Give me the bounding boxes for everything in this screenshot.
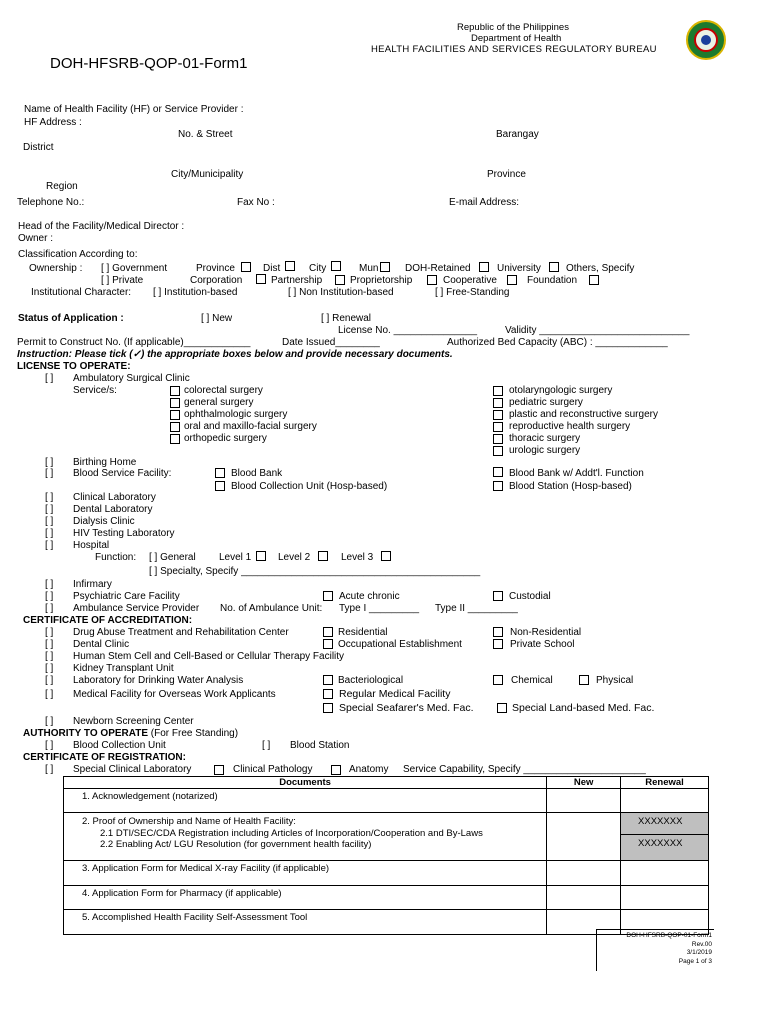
institution-based-option[interactable]: [ ] Institution-based <box>153 287 238 298</box>
type2-field[interactable]: Type II _________ <box>435 603 518 614</box>
foundation-checkbox[interactable] <box>589 275 599 285</box>
university-label: University <box>497 263 541 274</box>
psychiatric-label: Psychiatric Care Facility <box>73 591 180 602</box>
table-row <box>64 789 709 813</box>
custodial-checkbox[interactable] <box>493 591 503 601</box>
private-option[interactable]: [ ] Private <box>101 275 144 286</box>
blood-station-hosp-label: Blood Station (Hosp-based) <box>509 481 632 492</box>
header-new: New <box>547 777 621 789</box>
doc-cell <box>64 910 547 935</box>
footer-stamp <box>596 929 714 971</box>
footer-date: 3/1/2019 <box>686 949 712 956</box>
email-label: E-mail Address: <box>449 197 520 208</box>
drug-bracket[interactable]: [ ] <box>45 627 54 638</box>
doc-cell <box>64 861 547 886</box>
date-issued-field[interactable]: Date Issued________ <box>282 337 380 348</box>
ambulatory-bracket[interactable]: [ ] <box>45 373 54 384</box>
ambulance-label: Ambulance Service Provider <box>73 603 200 614</box>
header-department: Department of Health <box>471 33 562 44</box>
header-bureau: HEALTH FACILITIES AND SERVICES REGULATORY BUREAU <box>371 44 657 55</box>
street-label: No. & Street <box>178 129 233 140</box>
free-standing-option[interactable]: [ ] Free-Standing <box>435 287 510 298</box>
barangay-label: Barangay <box>496 129 539 140</box>
doc-enabling-act: 2.2 Enabling Act/ LGU Resolution (for government health facility) <box>100 839 372 850</box>
doc-xray-form: 3. Application Form for Medical X-ray Facility (if applicable) <box>82 863 330 874</box>
surgery-checkbox[interactable] <box>170 386 180 396</box>
ambulance-count-label: No. of Ambulance Unit: <box>220 603 323 614</box>
ofw-label: Medical Facility for Overseas Work Applicants <box>73 689 276 700</box>
psychiatric-bracket[interactable]: [ ] <box>45 591 54 602</box>
birthing-bracket[interactable]: [ ] <box>45 457 54 468</box>
infirmary-label: Infirmary <box>73 579 112 590</box>
doc-proof-ownership: 2. Proof of Ownership and Name of Health Facility: <box>82 816 296 827</box>
hf-name-label: Name of Health Facility (HF) or Service Provider : <box>24 104 244 115</box>
surgery-checkbox[interactable] <box>493 446 503 456</box>
footer-rev: Rev.00 <box>691 940 712 948</box>
table-row <box>64 861 709 886</box>
ownership-label: Ownership : <box>29 263 83 274</box>
surgery-label: plastic and reconstructive surgery <box>509 409 658 420</box>
classification-title: Classification According to: <box>18 249 138 260</box>
telephone-label: Telephone No.: <box>17 197 85 208</box>
surgery-checkbox[interactable] <box>493 434 503 444</box>
fax-label: Fax No : <box>237 197 275 208</box>
chemical-label: Chemical <box>511 675 553 686</box>
non-residential-checkbox[interactable] <box>493 627 503 637</box>
dialysis-label: Dialysis Clinic <box>73 516 135 527</box>
landbased-label: Special Land-based Med. Fac. <box>512 702 655 714</box>
regular-med-checkbox[interactable] <box>323 689 333 699</box>
ato-heading <box>23 729 238 739</box>
institutional-label: Institutional Character: <box>31 287 132 298</box>
coa-title: CERTIFICATE OF ACCREDITATION: <box>23 615 193 626</box>
level3-label: Level 3 <box>341 552 374 563</box>
residential-checkbox[interactable] <box>323 627 333 637</box>
partnership-checkbox[interactable] <box>335 275 345 285</box>
level2-checkbox[interactable] <box>318 551 328 561</box>
renewal-cell[interactable] <box>621 789 709 813</box>
newborn-bracket[interactable]: [ ] <box>45 716 54 727</box>
form-code-title: DOH-HFSRB-QOP-01-Form1 <box>50 55 248 72</box>
surgery-label: orthopedic surgery <box>184 433 267 444</box>
bacteriological-checkbox[interactable] <box>323 675 333 685</box>
hiv-bracket[interactable]: [ ] <box>45 528 54 539</box>
dental-clinic-bracket[interactable]: [ ] <box>45 639 54 650</box>
ambulatory-label: Ambulatory Surgical Clinic <box>73 373 190 384</box>
ato-suffix: (For Free Standing) <box>150 728 239 739</box>
level2-label: Level 2 <box>278 552 311 563</box>
drug-label: Drug Abuse Treatment and Rehabilitation Center <box>73 627 289 638</box>
surgery-checkbox[interactable] <box>493 398 503 408</box>
province-option-label: Province <box>196 263 235 274</box>
instruction-text: Instruction: Please tick (✓) the appropriate boxes below and provide necessary documents. <box>17 349 453 360</box>
surgery-checkbox[interactable] <box>493 386 503 396</box>
general-option[interactable]: [ ] General <box>149 552 196 563</box>
status-renewal-option[interactable]: [ ] Renewal <box>321 313 372 324</box>
abc-field[interactable]: Authorized Bed Capacity (ABC) : _____________ <box>447 337 668 348</box>
surgery-checkbox[interactable] <box>493 422 503 432</box>
capability-field[interactable]: Service Capability, Specify ______________________ <box>403 764 646 775</box>
foundation-label: Foundation <box>527 275 578 286</box>
ambulance-bracket[interactable]: [ ] <box>45 603 54 614</box>
kidney-label: Kidney Transplant Unit <box>73 663 174 674</box>
seafarer-checkbox[interactable] <box>323 703 333 713</box>
partnership-label: Partnership <box>271 275 323 286</box>
table-row <box>64 813 709 861</box>
status-label: Status of Application : <box>18 313 124 324</box>
bcu-hosp-label: Blood Collection Unit (Hosp-based) <box>231 481 388 492</box>
district-label: District <box>23 142 54 153</box>
dialysis-bracket[interactable]: [ ] <box>45 516 54 527</box>
surgery-label: general surgery <box>184 397 254 408</box>
ato-blood-station-label: Blood Station <box>290 740 350 751</box>
cor-title: CERTIFICATE OF REGISTRATION: <box>23 752 186 763</box>
specialty-field[interactable]: [ ] Specialty, Specify ___________________________________________ <box>149 566 481 577</box>
province-checkbox[interactable] <box>241 262 251 272</box>
blood-bank-label: Blood Bank <box>231 468 283 479</box>
acute-chronic-label: Acute chronic <box>339 591 400 602</box>
table-row <box>64 886 709 910</box>
level3-checkbox[interactable] <box>381 551 391 561</box>
type1-field[interactable]: Type I _________ <box>339 603 420 614</box>
header-republic: Republic of the Philippines <box>457 22 569 33</box>
regular-med-label: Regular Medical Facility <box>339 688 451 700</box>
city-label: City/Municipality <box>171 169 244 180</box>
validity-field[interactable]: Validity ___________________________ <box>505 325 690 336</box>
ato-bcu-label: Blood Collection Unit <box>73 740 166 751</box>
stem-label: Human Stem Cell and Cell-Based or Cellular Therapy Facility <box>73 651 345 662</box>
city-checkbox[interactable] <box>331 261 341 271</box>
cor-lab-bracket[interactable]: [ ] <box>45 764 54 775</box>
services-label: Service/s: <box>73 385 117 396</box>
kidney-bracket[interactable]: [ ] <box>45 663 54 674</box>
bacteriological-label: Bacteriological <box>338 675 404 686</box>
private-school-checkbox[interactable] <box>493 639 503 649</box>
blood-station-hosp-checkbox[interactable] <box>493 481 503 491</box>
surgery-label: thoracic surgery <box>509 433 581 444</box>
bcu-hosp-checkbox[interactable] <box>215 481 225 491</box>
ato-bcu-bracket[interactable]: [ ] <box>45 740 54 751</box>
level1-checkbox[interactable] <box>256 551 266 561</box>
blood-service-bracket[interactable]: [ ] <box>45 468 54 479</box>
dental-lab-label: Dental Laboratory <box>73 504 153 515</box>
infirmary-bracket[interactable]: [ ] <box>45 579 54 590</box>
head-label: Head of the Facility/Medical Director : <box>18 221 185 232</box>
ato-blood-station-bracket[interactable]: [ ] <box>262 740 271 751</box>
occupational-label: Occupational Establishment <box>338 639 462 650</box>
non-residential-label: Non-Residential <box>510 627 582 638</box>
acute-chronic-checkbox[interactable] <box>323 591 333 601</box>
license-no-field[interactable]: License No. _______________ <box>338 325 478 336</box>
occupational-checkbox[interactable] <box>323 639 333 649</box>
surgery-checkbox[interactable] <box>170 410 180 420</box>
footer-code: DOH-HFSRB-QOP-01-Form1 <box>626 932 712 939</box>
seafarer-label: Special Seafarer's Med. Fac. <box>339 702 474 714</box>
residential-label: Residential <box>338 627 388 638</box>
stem-bracket[interactable]: [ ] <box>45 651 54 662</box>
clinical-lab-bracket[interactable]: [ ] <box>45 492 54 503</box>
dental-lab-bracket[interactable]: [ ] <box>45 504 54 515</box>
new-cell[interactable] <box>547 886 621 910</box>
blood-bank-checkbox[interactable] <box>215 468 225 478</box>
others-specify-label: Others, Specify <box>566 263 635 274</box>
dist-checkbox[interactable] <box>285 261 295 271</box>
physical-checkbox[interactable] <box>579 675 589 685</box>
region-label: Region <box>46 181 78 192</box>
cooperative-checkbox[interactable] <box>507 275 517 285</box>
renewal-mask: XXXXXXX <box>621 813 708 835</box>
clinical-pathology-checkbox[interactable] <box>214 765 224 775</box>
level1-label: Level 1 <box>219 552 252 563</box>
dental-clinic-label: Dental Clinic <box>73 639 130 650</box>
doc-cell <box>64 813 547 861</box>
landbased-checkbox[interactable] <box>497 703 507 713</box>
corporation-label: Corporation <box>190 275 243 286</box>
renewal-mask: XXXXXXX <box>621 835 708 860</box>
header-renewal: Renewal <box>621 777 709 789</box>
function-label: Function: <box>95 552 137 563</box>
ato-title: AUTHORITY TO OPERATE <box>23 728 149 739</box>
chemical-checkbox[interactable] <box>493 675 503 685</box>
hf-address-label: HF Address : <box>24 117 82 128</box>
footer-page: Page 1 of 3 <box>678 957 712 965</box>
header-documents: Documents <box>64 777 547 789</box>
blood-service-label: Blood Service Facility: <box>73 468 172 479</box>
custodial-label: Custodial <box>509 591 551 602</box>
owner-label: Owner : <box>18 233 54 244</box>
anatomy-label: Anatomy <box>349 764 389 775</box>
province-label: Province <box>487 169 526 180</box>
surgery-label: colorectal surgery <box>184 385 263 396</box>
surgery-label: urologic surgery <box>509 445 581 456</box>
hospital-bracket[interactable]: [ ] <box>45 540 54 551</box>
blood-bank-addtl-checkbox[interactable] <box>493 467 503 477</box>
city-option-label: City <box>309 263 327 274</box>
doc-cell <box>64 886 547 910</box>
surgery-label: reproductive health surgery <box>509 421 631 432</box>
hiv-label: HIV Testing Laboratory <box>73 528 175 539</box>
doc-dti-sec-cda: 2.1 DTI/SEC/CDA Registration including Articles of Incorporation/Cooperation and By-Laws <box>100 827 483 839</box>
doh-retained-checkbox[interactable] <box>479 262 489 272</box>
private-school-label: Private School <box>510 639 575 650</box>
surgery-checkbox[interactable] <box>493 410 503 420</box>
mun-checkbox[interactable] <box>380 262 390 272</box>
surgery-label: ophthalmologic surgery <box>184 409 288 420</box>
dist-option-label: Dist <box>263 263 281 274</box>
surgery-checkbox[interactable] <box>170 434 180 444</box>
clinical-lab-label: Clinical Laboratory <box>73 492 156 503</box>
mun-option-label: Mun <box>359 263 379 274</box>
renewal-cell[interactable] <box>621 861 709 886</box>
clinical-pathology-label: Clinical Pathology <box>233 764 313 775</box>
proprietorship-checkbox[interactable] <box>427 275 437 285</box>
renewal-cell[interactable] <box>621 886 709 910</box>
blood-bank-addtl-label: Blood Bank w/ Addt'l. Function <box>509 468 644 479</box>
government-option[interactable]: [ ] Government <box>101 263 168 274</box>
hospital-label: Hospital <box>73 540 110 551</box>
physical-label: Physical <box>596 675 634 686</box>
renewal-cell <box>621 813 709 861</box>
doc-cell <box>64 789 547 813</box>
birthing-label: Birthing Home <box>73 457 137 468</box>
non-institution-option[interactable]: [ ] Non Institution-based <box>288 287 394 298</box>
surgery-checkbox[interactable] <box>170 422 180 432</box>
new-cell[interactable] <box>547 813 621 861</box>
cooperative-label: Cooperative <box>443 275 497 286</box>
water-bracket[interactable]: [ ] <box>45 675 54 686</box>
new-cell[interactable] <box>547 861 621 886</box>
surgery-label: oral and maxillo-facial surgery <box>184 421 317 432</box>
doc-pharmacy-form: 4. Application Form for Pharmacy (if applicable) <box>82 888 282 899</box>
new-cell[interactable] <box>547 789 621 813</box>
surgery-label: otolaryngologic surgery <box>509 385 613 396</box>
permit-field[interactable]: Permit to Construct No. (If applicable)____________ <box>17 337 251 348</box>
ofw-bracket[interactable]: [ ] <box>45 689 54 700</box>
water-label: Laboratory for Drinking Water Analysis <box>73 675 244 686</box>
university-checkbox[interactable] <box>549 262 559 272</box>
surgery-checkbox[interactable] <box>170 398 180 408</box>
corporation-checkbox[interactable] <box>256 274 266 284</box>
proprietorship-label: Proprietorship <box>350 275 413 286</box>
doc-self-assessment: 5. Accomplished Health Facility Self-Assessment Tool <box>82 912 308 923</box>
surgery-label: pediatric surgery <box>509 397 583 408</box>
table-header-row <box>64 777 709 789</box>
doc-acknowledgement: 1. Acknowledgement (notarized) <box>82 791 218 802</box>
special-lab-label: Special Clinical Laboratory <box>73 764 192 775</box>
doh-retained-label: DOH-Retained <box>405 263 471 274</box>
status-new-option[interactable]: [ ] New <box>201 313 233 324</box>
doh-seal-logo <box>686 20 726 60</box>
anatomy-checkbox[interactable] <box>331 765 341 775</box>
newborn-label: Newborn Screening Center <box>73 716 194 727</box>
lto-title: LICENSE TO OPERATE: <box>17 361 131 372</box>
documents-table <box>63 776 709 935</box>
